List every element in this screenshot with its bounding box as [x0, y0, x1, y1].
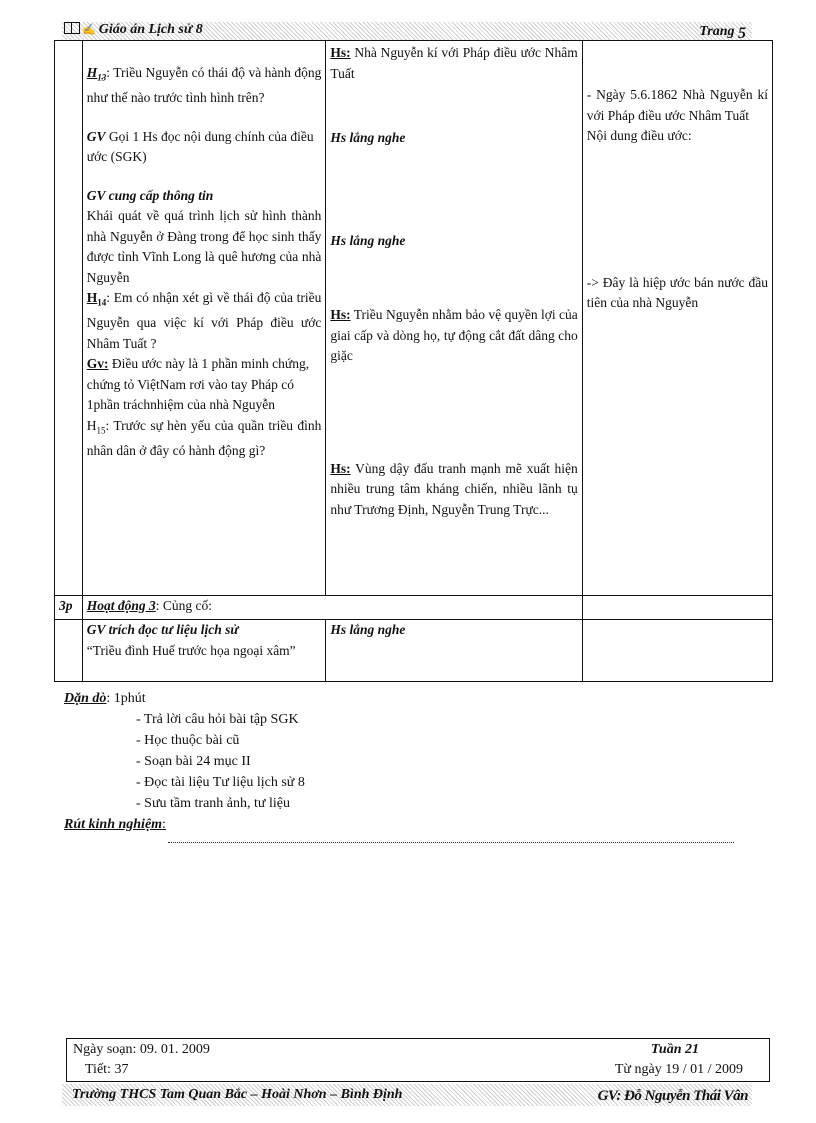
- lesson-table: [54, 40, 773, 682]
- gv-conclusion: Gv: Điều ước này là 1 phần minh chứng, chứng tỏ ViệtNam rơi vào tay Pháp có 1phần tráchnhiệm của nhà Nguyễn: [86, 356, 310, 413]
- student-listen-3: Hs lắng nghe: [330, 622, 406, 637]
- week: Tuần 21: [650, 1042, 699, 1057]
- content-cell: [582, 620, 772, 682]
- header-title: [64, 22, 203, 38]
- page-header-bar: [62, 22, 752, 40]
- gv-read-title: “Triều đình Huế trước họa ngoại xâm”: [86, 642, 296, 658]
- student-activity-cell: [326, 41, 582, 596]
- student-answer-1: Hs: Nhà Nguyễn kí với Pháp điều ước Nhâm Tuất: [330, 45, 578, 81]
- content-date: - Ngày 5.6.1862 Nhà Nguyễn kí với Pháp điều ước Nhâm Tuất: [586, 87, 768, 123]
- page-num: 5: [738, 25, 746, 42]
- list-item: - Trả lời câu hỏi bài tập SGK: [136, 712, 299, 727]
- list-item: - Đọc tài liệu Tư liệu lịch sử 8: [136, 775, 305, 790]
- time-cell: 3p: [55, 596, 83, 620]
- teacher-signature: GV: Đỗ Nguyễn Thái Vân: [597, 1088, 748, 1104]
- activity-heading-cell: Hoạt động 3: Củng cố:: [82, 596, 582, 620]
- lesson-info-box: [66, 1038, 770, 1082]
- header-title-text: Giáo án Lịch sử 8: [98, 22, 203, 37]
- student-answer-3: Hs: Vùng dậy đấu tranh mạnh mẽ xuất hiện nhiều trung tâm kháng chiến, nhiều lãnh tụ như Trương Định, Nguyễn Trung Trực...: [330, 460, 578, 517]
- teacher-activity-cell: [82, 620, 326, 682]
- homework-list: [64, 709, 744, 814]
- question-15: $H_{15}$: Trước sự hèn yếu của quần triều đình nhân dân ở đây có hành động gì?: [86, 417, 322, 459]
- content-cell: [582, 41, 772, 596]
- time-cell: [55, 620, 83, 682]
- date-prepared: Ngày soạn: 09. 01. 2009: [73, 1042, 210, 1057]
- experience-heading: Rút kinh nghiệm:: [64, 817, 166, 832]
- content-cell: [582, 596, 772, 620]
- from-date: Từ ngày 19 / 01 / 2009: [614, 1062, 743, 1077]
- student-answer-2: Hs: Triều Nguyễn nhằm bảo vệ quyền lợi của giai cấp và dòng họ, tự động cắt đất dâng cho giặc: [330, 307, 578, 363]
- teacher-activity-cell: [82, 41, 326, 596]
- student-listen-1: Hs lắng nghe: [330, 130, 406, 145]
- time-cell: [55, 41, 83, 596]
- question-14: $H_{14}$: Em có nhận xét gì về thái độ của triều Nguyễn qua việc kí với Pháp điều ước Nhâm Tuất ?: [86, 290, 322, 351]
- gv-info-heading: GV cung cấp thông tin: [86, 187, 214, 203]
- table-row: [55, 596, 773, 620]
- book-icon: [64, 22, 80, 34]
- table-row: [55, 41, 773, 596]
- gv-info-text: Khái quát về quá trình lịch sử hình thành nhà Nguyễn ở Đàng trong để học sinh thấy được tỉnh Vĩnh Long là quê hương của nhà Nguyễn: [86, 208, 322, 285]
- content-terms-label: Nội dung điều ước:: [586, 128, 692, 143]
- dotted-line: [168, 836, 734, 843]
- homework-section: [64, 688, 744, 835]
- school-name: Trường THCS Tam Quan Bắc – Hoài Nhơn – Bình Định: [72, 1087, 403, 1102]
- table-row: [55, 620, 773, 682]
- homework-heading: Dặn dò: 1phút: [64, 691, 146, 706]
- content-conclusion: -> Đây là hiệp ước bán nước đầu tiên của nhà Nguyễn: [586, 274, 768, 310]
- gv-read-heading: GV trích đọc tư liệu lịch sử: [86, 622, 239, 637]
- question-13: $H_{13}$: Triều Nguyễn có thái độ và hành động như thế nào trước tình hình trên?: [86, 65, 322, 106]
- list-item: - Sưu tầm tranh ảnh, tư liệu: [136, 796, 290, 811]
- page-footer-bar: [62, 1084, 752, 1106]
- pen-icon: ✍: [82, 24, 96, 36]
- period: Tiết: 37: [85, 1062, 129, 1077]
- page-label: Trang: [699, 24, 735, 39]
- student-listen-2: Hs lắng nghe: [330, 232, 406, 248]
- list-item: - Học thuộc bài cũ: [136, 733, 240, 748]
- student-activity-cell: [326, 620, 582, 682]
- list-item: - Soạn bài 24 mục II: [136, 754, 251, 769]
- gv-read-instruction: GV Gọi 1 Hs đọc nội dung chính của điều ước (SGK): [86, 128, 314, 165]
